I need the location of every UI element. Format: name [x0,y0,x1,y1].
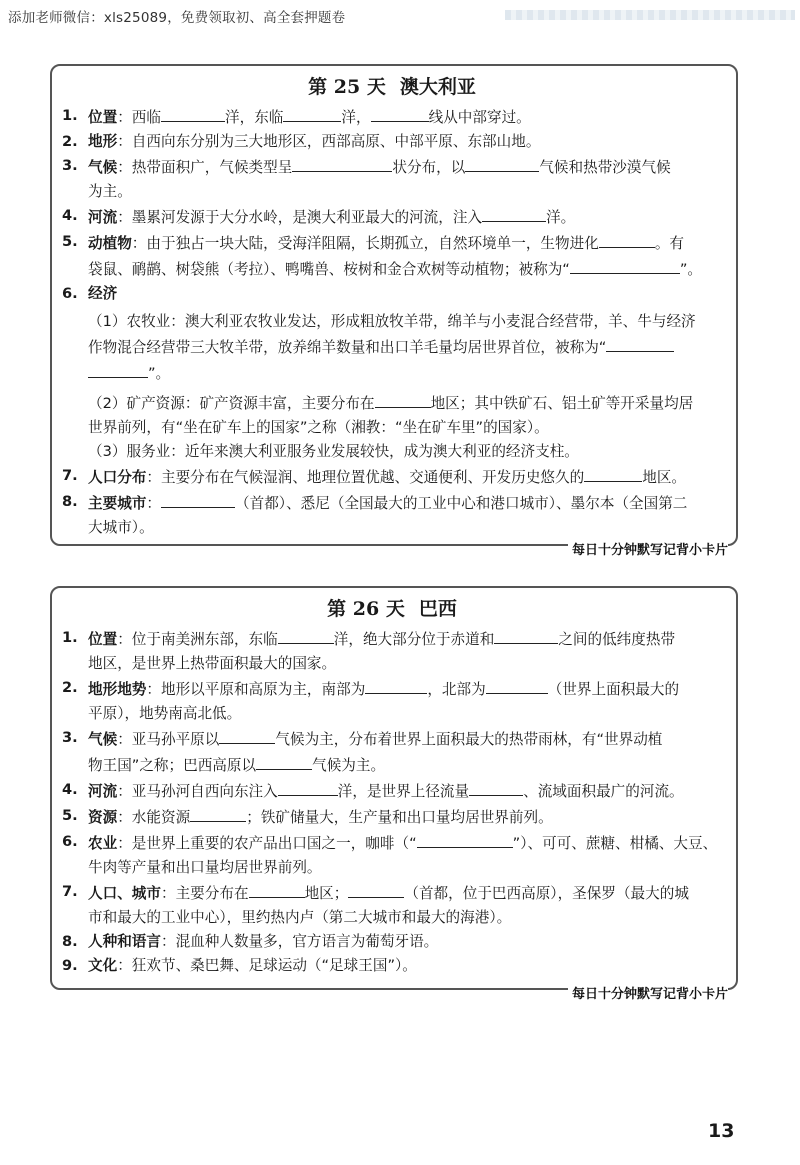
fill-blank [494,626,558,644]
item-climate [62,726,722,778]
fill-blank [256,752,312,770]
item-key: 河流 [88,783,118,800]
item-key: 地形地势 [88,681,147,698]
item-key: 位置 [88,109,118,126]
fill-blank [219,726,275,744]
item-text: ：由于独占一块大陆，受海洋阻隔，长期孤立，自然环境单一，生物进化 [131,235,599,252]
item-text: ：自西向东分别为三大地形区，西部高原、中部平原、东部山地。 [117,133,541,150]
item-text: （2）矿产资源：矿产资源丰富，主要分布在 [88,395,375,412]
item-text: ：主要分布在 [160,885,249,902]
item-text: 洋，东临 [225,109,284,126]
fill-blank [161,490,235,508]
item-text: 世界前列，有“坐在矿车上的国家”之称（湘教：“坐在矿车里”的国家）。 [88,419,549,436]
item-text: ：亚马孙河自西向东注入 [117,783,278,800]
country-label: 巴西 [418,598,457,620]
fill-blank [469,778,523,796]
fill-blank [482,204,546,222]
item-text: ”。 [148,365,171,382]
fill-blank [584,464,642,482]
item-text: ；铁矿储量大，生产量和出口量均居世界前列。 [246,809,553,826]
item-key: 主要城市 [88,495,147,512]
watermark-text: 添加老师微信：xls25089，免费领取初、高全套押题卷 [8,10,346,26]
item-resources [62,804,722,830]
fill-blank [161,104,225,122]
sub-item-minerals [62,390,722,440]
item-text: 气候和热带沙漠气候 [539,159,671,176]
fill-blank [348,880,404,898]
item-number: 5. [62,233,78,250]
fill-blank [486,676,548,694]
fill-blank [88,360,148,378]
item-terrain [62,676,722,726]
item-text: ： [146,495,161,512]
item-text: 牛肉等产量和出口量均居世界前列。 [88,859,322,876]
item-key: 农业 [88,835,118,852]
day-label: 第 25 天 [308,76,386,98]
item-text: 气候为主，分布着世界上面积最大的热带雨林，有“世界动植 [275,731,663,748]
item-wildlife [62,230,722,282]
card-title [62,594,722,624]
item-number: 6. [62,285,78,302]
item-position [62,104,722,130]
item-number: 3. [62,157,78,174]
fill-blank [417,830,513,848]
sub-item-agriculture [62,310,722,386]
item-text: 平原），地势南高北低。 [88,705,242,722]
item-climate [62,154,722,204]
item-text: ：混血种人数量多，官方语言为葡萄牙语。 [160,933,439,950]
item-text: ：主要分布在气候湿润、地理位置优越、交通便利、开发历史悠久的 [146,469,585,486]
item-text: 物王国”之称；巴西高原以 [88,757,257,774]
card-day-25 [50,64,738,558]
item-river [62,778,722,804]
item-key: 文化 [88,957,118,974]
item-text: （3）服务业：近年来澳大利亚服务业发展较快，成为澳大利亚的经济支柱。 [88,443,579,460]
item-text: ：水能资源 [117,809,191,826]
fill-blank [570,256,680,274]
sub-item-services [62,440,722,464]
item-population [62,464,722,490]
item-text: ”）、可可、蔗糖、柑橘、大豆、 [512,835,718,852]
fill-blank [278,778,338,796]
item-text: 洋，是世界上径流量 [337,783,470,800]
item-culture [62,954,722,978]
fill-blank [365,676,427,694]
item-text: ：亚马孙平原以 [117,731,220,748]
item-text: ：墨累河发源于大分水岭，是澳大利亚最大的河流，注入 [117,209,483,226]
fill-blank [465,154,539,172]
card-footer: 每日十分钟默写记背小卡片 [568,539,728,558]
item-key: 人口分布 [88,469,147,486]
item-text: 地区。 [642,469,687,486]
item-key: 气候 [88,731,118,748]
item-text: （首都，位于巴西高原），圣保罗（最大的城 [404,885,689,902]
item-text: ：地形以平原和高原为主，南部为 [146,681,366,698]
item-number: 3. [62,729,78,746]
card-title [62,72,722,102]
item-text: 作物混合经营带三大牧羊带，放养绵羊数量和出口羊毛量均居世界首位，被称为“ [88,339,607,356]
item-text: 状分布，以 [392,159,466,176]
item-text: 袋鼠、鸸鹋、树袋熊（考拉）、鸭嘴兽、桉树和金合欢树等动植物；被称为“ [88,261,570,278]
item-text: ”。 [679,261,703,278]
item-position [62,626,722,676]
item-race-language [62,930,722,954]
item-number: 7. [62,883,78,900]
item-text: 洋。 [546,209,576,226]
item-text: ：位于南美洲东部，东临 [117,631,278,648]
item-text: （世界上面积最大的 [547,681,680,698]
item-text: 洋， [341,109,371,126]
item-key: 资源 [88,809,118,826]
fill-blank [292,154,392,172]
item-text: ：热带面积广，气候类型呈 [117,159,293,176]
item-key: 位置 [88,631,118,648]
item-terrain [62,130,722,154]
item-text: 地区；其中铁矿石、铝土矿等开采量均居 [430,395,694,412]
item-population-cities [62,880,722,930]
item-text: 大城市）。 [88,519,154,536]
item-river [62,204,722,230]
page-number: 13 [708,1120,735,1142]
fill-blank [375,390,431,408]
item-number: 8. [62,493,78,510]
item-key: 人种和语言 [88,933,161,950]
item-number: 5. [62,807,78,824]
item-number: 4. [62,207,78,224]
item-number: 1. [62,107,78,124]
card-day-26 [50,586,738,1002]
item-agriculture [62,830,722,880]
item-text: 地区； [304,885,349,902]
header-band [505,10,795,20]
item-text: ，北部为 [427,681,486,698]
item-text: 。有 [654,235,685,252]
item-key: 动植物 [88,235,132,252]
item-number: 1. [62,629,78,646]
item-text: 市和最大的工业中心），里约热内卢（第二大城市和最大的海港）。 [88,909,512,926]
item-text: （1）农牧业：澳大利亚农牧业发达，形成粗放牧羊带，绵羊与小麦混合经营带，羊、牛与经济 [88,313,696,330]
item-number: 2. [62,133,78,150]
item-text: 之间的低纬度热带 [558,631,676,648]
item-key: 河流 [88,209,118,226]
card-footer: 每日十分钟默写记背小卡片 [568,983,728,1002]
item-number: 6. [62,833,78,850]
item-key: 地形 [88,133,118,150]
item-text: （首都）、悉尼（全国最大的工业中心和港口城市）、墨尔本（全国第二 [235,495,688,512]
item-text: 为主。 [88,183,132,200]
item-text: 洋，绝大部分位于赤道和 [333,631,495,648]
item-text: ：西临 [117,109,161,126]
item-number: 9. [62,957,78,974]
item-key: 气候 [88,159,118,176]
country-label: 澳大利亚 [399,76,476,98]
fill-blank [190,804,246,822]
fill-blank [278,626,334,644]
item-key: 经济 [88,285,118,302]
item-text: ：狂欢节、桑巴舞、足球运动（“足球王国”）。 [117,957,417,974]
fill-blank [249,880,305,898]
fill-blank [371,104,429,122]
item-text: 、流域面积最广的河流。 [523,783,684,800]
item-number: 7. [62,467,78,484]
item-key: 人口、城市 [88,885,161,902]
day-label: 第 26 天 [327,598,405,620]
fill-blank [283,104,341,122]
item-text: ：是世界上重要的农产品出口国之一，咖啡（“ [117,835,417,852]
fill-blank [606,334,674,352]
item-cities [62,490,722,540]
item-number: 2. [62,679,78,696]
item-number: 4. [62,781,78,798]
item-number: 8. [62,933,78,950]
item-text: 地区，是世界上热带面积最大的国家。 [88,655,337,672]
item-text: 气候为主。 [312,757,386,774]
fill-blank [599,230,655,248]
item-economy [62,282,722,306]
item-text: 线从中部穿过。 [428,109,531,126]
